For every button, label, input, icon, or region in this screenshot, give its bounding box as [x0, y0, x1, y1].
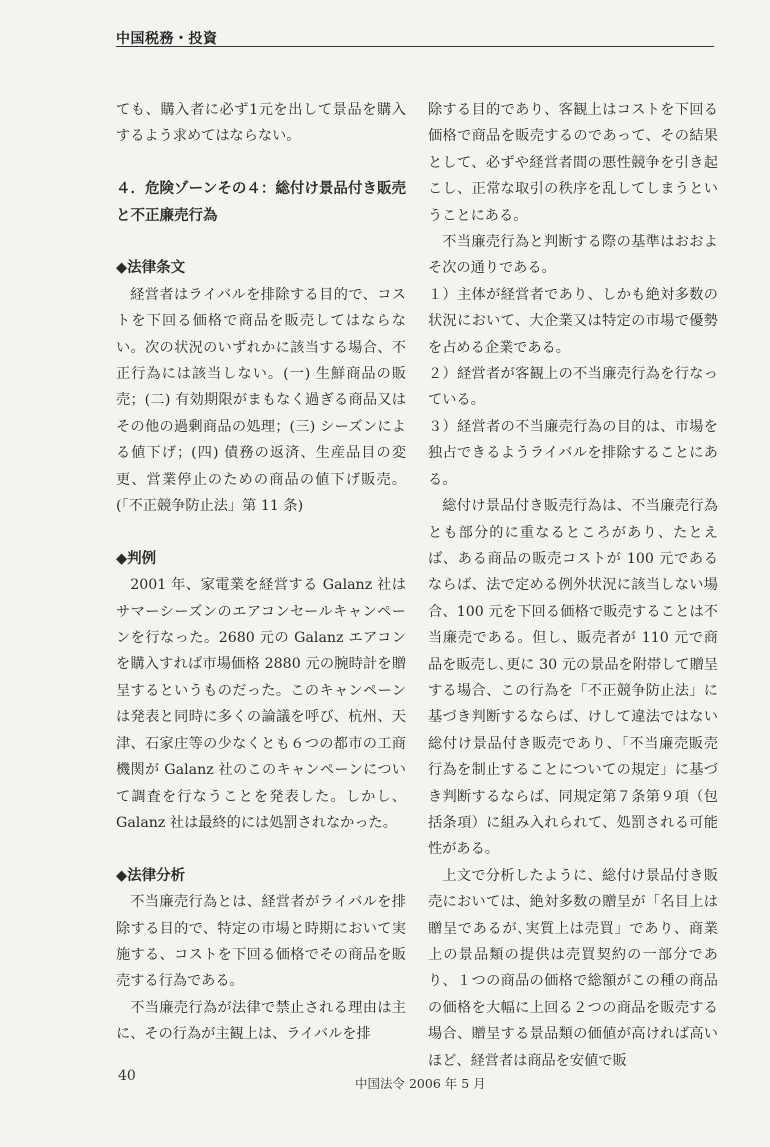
law-heading: ◆法律条文 — [116, 260, 186, 277]
case-heading: ◆判例 — [116, 550, 157, 567]
analysis-paragraph-2: 不当廉売行為が法律で禁止される理由は主に、その行為が主観上は、ライバルを排 — [116, 999, 406, 1043]
overlap-paragraph: 総付け景品付き販売行為は、不当廉売行為とも部分的に重なるところがあり、たとえば、ある商品の販売コストが 100 元であるならば、法で定める例外状況に該当しない場合、100 元を下回る価格で販売することは不当廉売である。但し、販売者が 110 元で商品を販売し､更に 30 元の景品を附帯して贈呈する場合、この行為を「不正競争防止法」に基づき判断するならば、けして違法ではない総付け景品付き販売であり、「不当廉売販売行為を制止することについての規定」に基づき判断するならば、同規定第７条第９項（包括条項）に組み入れられて、処罰される可能性がある。 — [428, 498, 718, 858]
law-text: 経営者はライバルを排除する目的で、コストを下回る価格で商品を販売してはならない。次の状況のいずれかに該当する場合、不正行為には該当しない。(一) 生鮮商品の販売；(二) 有効期限がまもなく過ぎる商品又はその他の過剰商品の処理；(三) シーズンによる値下げ；(四) 債務の返済、生産品目の変更、営業停止のための商品の値下げ販売。(「不正競争防止法」第 11 条) — [116, 286, 406, 515]
page-number: 40 — [118, 1068, 136, 1084]
criteria-intro: 不当廉売行為と判断する際の基準はおおよそ次の通りである。 — [428, 234, 718, 277]
criterion-3: ３）経営者の不当廉売行為の目的は、市場を独占できるようライバルを排除することにある。 — [428, 418, 718, 488]
analysis-heading: ◆法律分析 — [116, 867, 186, 884]
left-column — [116, 97, 406, 1048]
right-column — [428, 97, 718, 1074]
criterion-2: ２）経営者が客観上の不当廉売行為を行なっている。 — [428, 366, 718, 409]
footer-source: 中国法令 2006 年 5 月 — [355, 1076, 486, 1091]
header-title: 中国税務・投資 — [116, 31, 218, 47]
analysis-paragraph-2-continued: 除する目的であり、客観上はコストを下回る価格で商品を販売するのであって、その結果として、必ずや経営者間の悪性競争を引き起こし、正常な取引の秩序を乱してしまうということにある。 — [428, 102, 718, 224]
criterion-1: １）主体が経営者であり、しかも絶対多数の状況において、大企業又は特定の市場で優勢を占める企業である。 — [428, 286, 718, 356]
case-text: 2001 年、家電業を経営する Galanz 社はサマーシーズンのエアコンセールキャンペーンを行なった。2680 元の Galanz エアコンを購入すれば市場価格 2880 元の腕時計を贈呈するというものだった。このキャンペーンは発表と同時に多くの論議を呼び、杭州、天津、石家庄等の少なくとも６つの都市の工商機関が Galanz 社のこのキャンペーンについて調査を行なうことを発表した。しかし、Galanz 社は最終的には処罰されなかった。 — [116, 577, 406, 831]
section-title: ４．危険ゾーンその４：総付け景品付き販売と不正廉売行為 — [116, 181, 406, 224]
intro-paragraph: ても、購入者に必ず1元を出して景品を購入するよう求めてはならない。 — [116, 102, 406, 145]
final-paragraph: 上文で分析したように、総付け景品付き販売においては、絶対多数の贈呈が「名目上は贈呈であるが､実質上は売買」であり、商業上の景品類の提供は売買契約の一部分であり、１つの商品の価格で総額がこの種の商品の価格を大幅に上回る２つの商品を販売する場合、贈呈する景品類の価値が高ければ高いほど、経営者は商品を安値で販 — [428, 867, 718, 1069]
running-header — [116, 30, 714, 47]
analysis-paragraph-1: 不当廉売行為とは、経営者がライバルを排除する目的で、特定の市場と時期において実施する、コストを下回る価格でその商品を販売する行為である。 — [116, 894, 406, 990]
